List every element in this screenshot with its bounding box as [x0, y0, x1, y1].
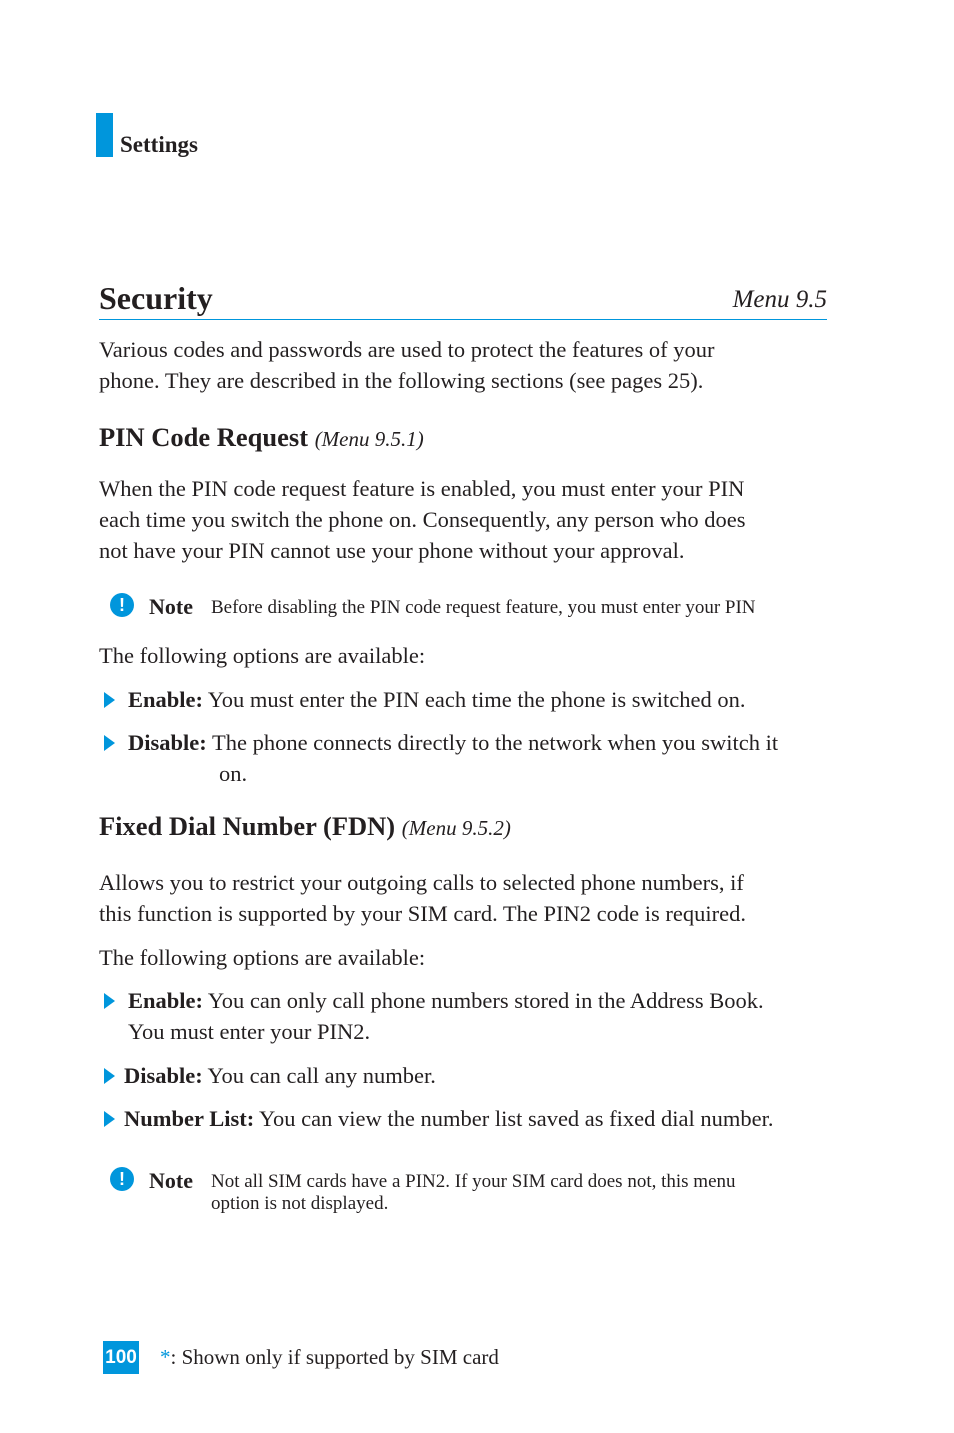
option-text: You can only call phone numbers stored in the Address Book. — [207, 988, 764, 1013]
fdn-options-intro: The following options are available: — [99, 945, 426, 970]
page-title: Security — [99, 280, 213, 316]
bullet-arrow-icon — [104, 1111, 115, 1127]
option-continuation: on. — [219, 761, 248, 786]
option-text: You can call any number. — [207, 1063, 436, 1088]
option-label: Disable: — [128, 730, 207, 755]
pin-option-enable — [128, 684, 745, 715]
note-text — [211, 1171, 736, 1215]
pin-body-line: When the PIN code request feature is enabled, you must enter your PIN — [99, 476, 745, 501]
footnote — [160, 1345, 499, 1370]
title-divider — [99, 319, 827, 320]
note-label: Note — [149, 1168, 193, 1193]
pin-menu-ref: (Menu 9.5.1) — [314, 427, 424, 451]
section-header: Settings — [120, 132, 198, 157]
note-text: Before disabling the PIN code request feature, you must enter your PIN — [211, 597, 756, 618]
option-text: The phone connects directly to the network when you switch it — [211, 730, 779, 755]
option-label: Enable: — [128, 988, 204, 1013]
pin-body — [99, 473, 859, 566]
bullet-arrow-icon — [104, 735, 115, 751]
note-label: Note — [149, 594, 193, 619]
note-icon: ! — [110, 1167, 134, 1191]
option-label: Disable: — [124, 1063, 203, 1088]
pin-body-line: each time you switch the phone on. Consequently, any person who does — [99, 507, 746, 532]
option-continuation: You must enter your PIN2. — [128, 1019, 371, 1044]
asterisk-icon: * — [160, 1345, 171, 1369]
option-label: Enable: — [128, 687, 204, 712]
bullet-arrow-icon — [104, 993, 115, 1009]
intro-paragraph — [99, 334, 859, 396]
fdn-option-enable — [128, 985, 764, 1016]
section-marker — [96, 113, 113, 157]
fdn-body-line: this function is supported by your SIM card. The PIN2 code is required. — [99, 901, 746, 926]
pin-options-intro: The following options are available: — [99, 643, 426, 668]
fdn-heading — [99, 811, 511, 842]
fdn-heading-text: Fixed Dial Number (FDN) — [99, 811, 396, 841]
fdn-body-line: Allows you to restrict your outgoing calls to selected phone numbers, if — [99, 870, 744, 895]
note-text-line: option is not displayed. — [211, 1193, 389, 1214]
pin-option-disable — [128, 727, 778, 758]
option-text: You can view the number list saved as fixed dial number. — [259, 1106, 774, 1131]
intro-line: phone. They are described in the following sections (see pages 25). — [99, 368, 704, 393]
pin-heading — [99, 422, 424, 453]
footnote-text: : Shown only if supported by SIM card — [170, 1345, 499, 1369]
bullet-arrow-icon — [104, 692, 115, 708]
fdn-body — [99, 867, 859, 929]
fdn-menu-ref: (Menu 9.5.2) — [401, 816, 511, 840]
menu-reference: Menu 9.5 — [732, 286, 827, 313]
fdn-option-number-list — [124, 1103, 774, 1134]
bullet-arrow-icon — [104, 1068, 115, 1084]
page-number: 100 — [103, 1341, 139, 1374]
pin-body-line: not have your PIN cannot use your phone without your approval. — [99, 538, 685, 563]
option-label: Number List: — [124, 1106, 255, 1131]
fdn-option-disable — [124, 1060, 436, 1091]
note-icon: ! — [110, 593, 134, 617]
intro-line: Various codes and passwords are used to protect the features of your — [99, 337, 715, 362]
pin-heading-text: PIN Code Request — [99, 422, 309, 452]
option-text: You must enter the PIN each time the phone is switched on. — [207, 687, 746, 712]
note-text-line: Not all SIM cards have a PIN2. If your SIM card does not, this menu — [211, 1171, 736, 1192]
